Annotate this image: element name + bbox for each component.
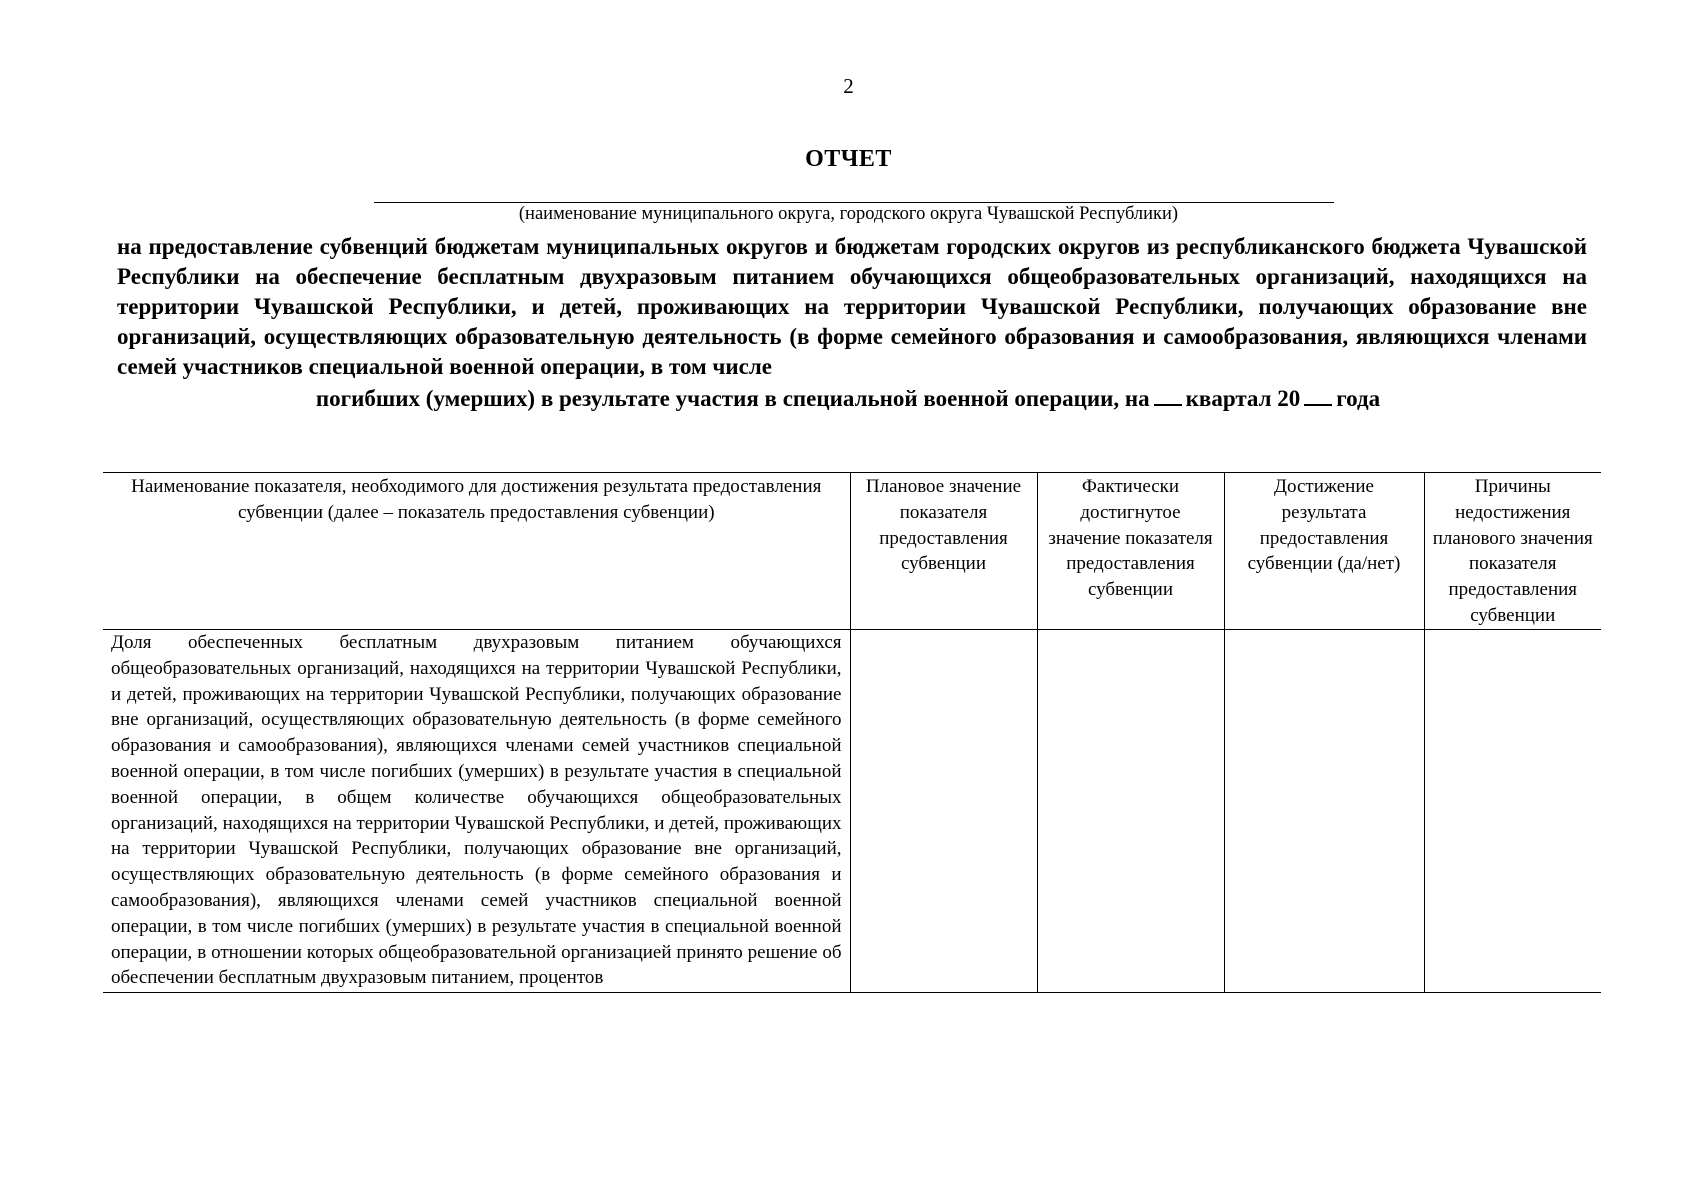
- subtitle-main: на предоставление субвенций бюджетам муниципальных округов и бюджетам городских округов из республиканского бюджета Чувашской Республики на обеспечение бесплатным двухразовым питанием обучающихся общеобразовательных организаций, находящихся на территории Чувашской Республики, и детей, проживающих на территории Чувашской Республики, получающих образование вне организаций, осуществляющих образовательную деятельность (в форме семейного образования и самообразования, являющихся членами семей участников специальной военной операции, в том числе: [117, 234, 1587, 379]
- page-number: 2: [843, 74, 854, 98]
- header-actual-value: Фактически достигнутое значение показателя предоставления субвенции: [1037, 473, 1224, 630]
- subtitle-period-text: погибших (умерших) в результате участия в специальной военной операции, на: [315, 386, 1150, 411]
- cell-indicator: Доля обеспеченных бесплатным двухразовым питанием обучающихся общеобразовательных организаций, находящихся на территории Чувашской Республики, и детей, проживающих на территории Чувашской Республики, получающих образование вне организаций, осуществляющих образовательную деятельность (в форме семейного образования и самообразования), являющихся членами семей участников специальной военной операции, в том числе погибших (умерших) в результате участия в специальной военной операции, в общем количестве обучающихся общеобразовательных организаций, находящихся на территории Чувашской Республики, и детей, проживающих на территории Чувашской Республики, получающих образование вне организаций, осуществляющих образовательную деятельность (в форме семейного образования и самообразования), являющихся членами семей участников специальной военной операции, в том числе погибших (умерших) в результате участия в специальной военной операции, в отношении которых общеобразовательной организацией принято решение об обеспечении бесплатным двухразовым питанием, процентов: [103, 630, 850, 993]
- header-planned-value: Плановое значение показателя предоставления субвенции: [850, 473, 1037, 630]
- header-failure-reasons: Причины недостижения планового значения показателя предоставления субвенции: [1424, 473, 1601, 630]
- header-result-achieved: Достижение результата предоставления субвенции (да/нет): [1224, 473, 1424, 630]
- subtitle-quarter-text: квартал 20: [1185, 386, 1301, 411]
- year-blank: [1304, 382, 1332, 406]
- report-subtitle: [117, 232, 1587, 414]
- cell-result-achieved[interactable]: [1224, 630, 1424, 993]
- table-header-row: [103, 473, 1601, 630]
- table-row: [103, 630, 1601, 993]
- document-title: ОТЧЕТ: [805, 146, 892, 172]
- cell-actual-value[interactable]: [1037, 630, 1224, 993]
- cell-planned-value[interactable]: [850, 630, 1037, 993]
- subtitle-period-line: [117, 382, 1587, 414]
- municipality-name-caption: (наименование муниципального округа, городского округа Чувашской Республики): [518, 204, 1179, 224]
- report-table: [103, 472, 1601, 993]
- cell-failure-reasons[interactable]: [1424, 630, 1601, 993]
- subtitle-year-text: года: [1336, 386, 1381, 411]
- municipality-name-line: [374, 202, 1334, 203]
- header-indicator-name: Наименование показателя, необходимого для достижения результата предоставления субвенции (далее – показатель предоставления субвенции): [103, 473, 850, 630]
- quarter-blank: [1154, 382, 1182, 406]
